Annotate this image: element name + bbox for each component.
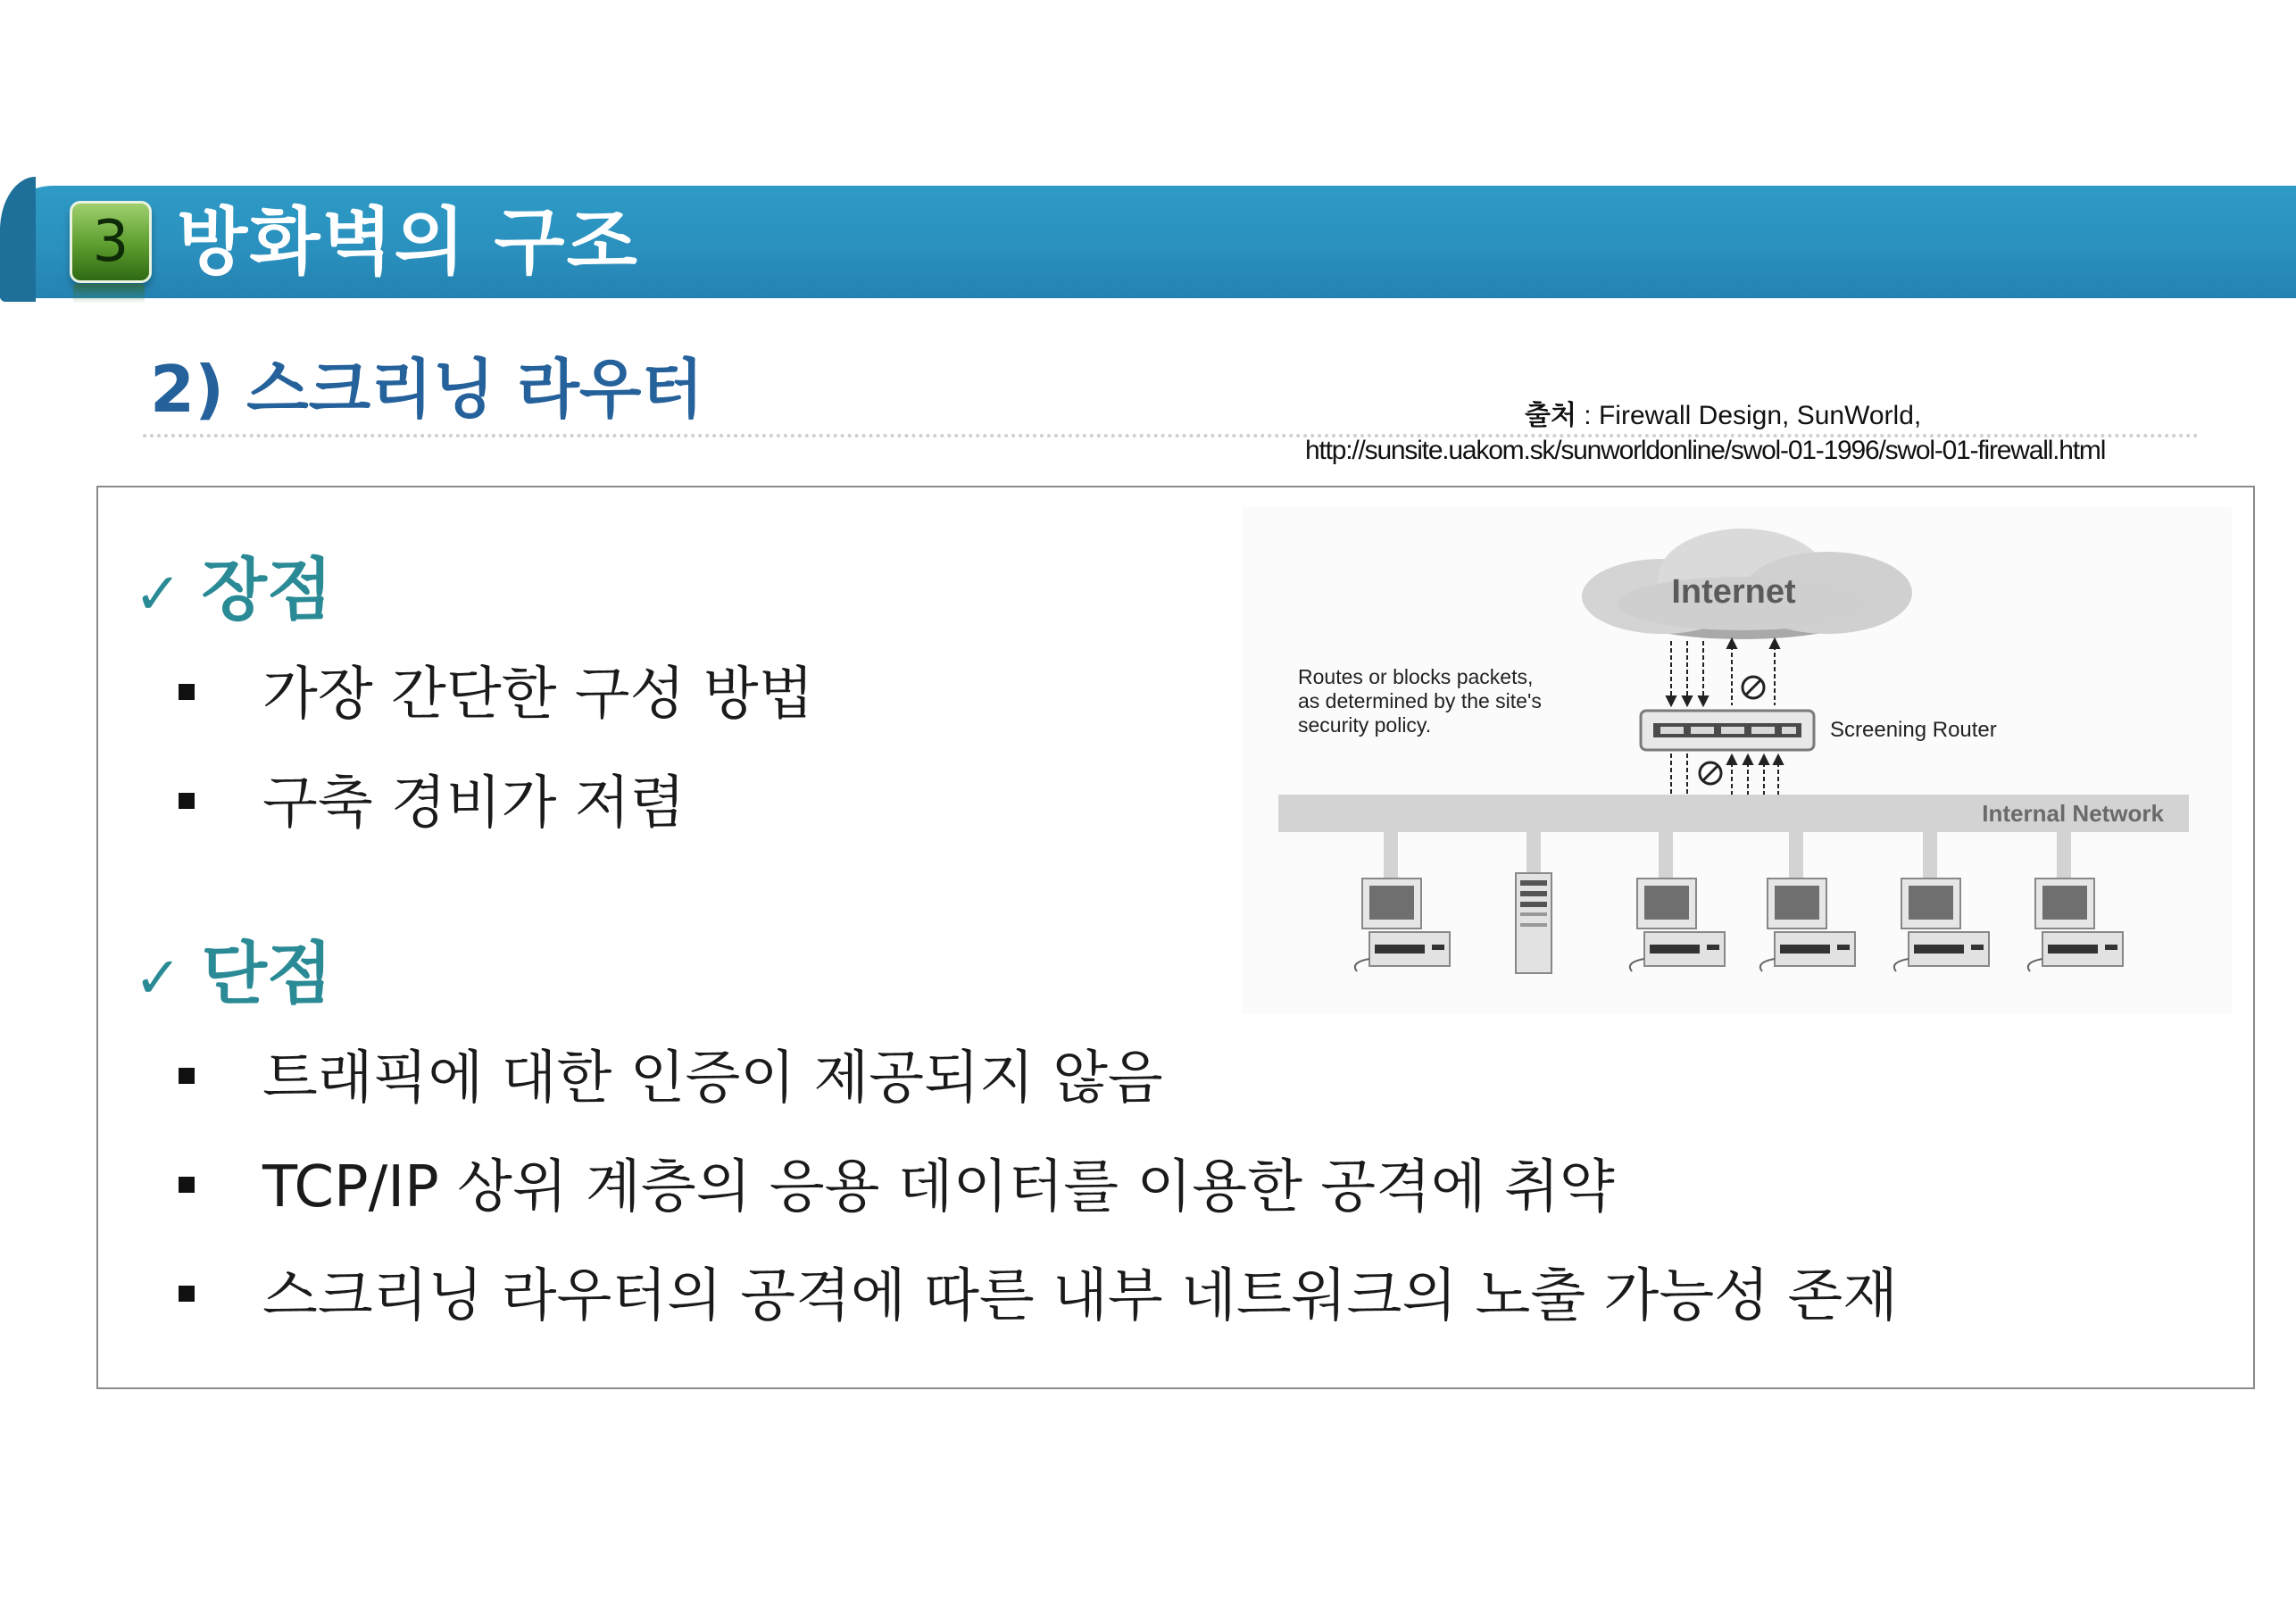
check-icon: ✓ xyxy=(134,562,182,628)
cloud-label: Internet xyxy=(1671,573,1796,611)
screening-router-diagram xyxy=(1243,507,2232,1014)
blocked-icon xyxy=(1743,677,1764,698)
section-number-badge: 3 xyxy=(70,201,152,283)
bullet-square-icon xyxy=(179,1286,195,1302)
page-subtitle: 2) 스크리닝 라우터 xyxy=(150,352,704,427)
pros-item: 구축 경비가 저렴 xyxy=(262,770,686,837)
source-url: http://sunsite.uakom.sk/sunworldonline/swol-01-1996/swol-01-firewall.html xyxy=(1305,436,2106,465)
network-label: Internal Network xyxy=(1982,800,2164,827)
cons-heading xyxy=(134,920,332,1017)
blocked-icon xyxy=(1700,762,1721,784)
pros-heading xyxy=(134,536,332,633)
cons-heading-label: 단점 xyxy=(201,934,333,1013)
bullet-square-icon xyxy=(179,684,195,700)
cons-item: 스크리닝 라우터의 공격에 따른 내부 네트워크의 노출 가능성 존재 xyxy=(262,1263,1898,1329)
note-line: Routes or blocks packets, xyxy=(1298,665,1534,688)
bullet-square-icon xyxy=(179,1177,195,1193)
pros-heading-label: 장점 xyxy=(201,550,333,629)
server-tower-icon xyxy=(1516,873,1551,973)
router-icon xyxy=(1641,711,1814,750)
note-line: as determined by the site's xyxy=(1298,689,1542,712)
check-icon: ✓ xyxy=(134,945,182,1012)
section-number-reflection xyxy=(73,284,145,304)
source-label: 출처 xyxy=(1525,401,1576,430)
note-line: security policy. xyxy=(1298,713,1432,737)
pros-item: 가장 간단한 구성 방법 xyxy=(262,662,814,728)
section-title: 방화벽의 구조 xyxy=(177,200,639,285)
source-citation xyxy=(1525,393,1921,432)
bullet-square-icon xyxy=(179,793,195,809)
cons-item: TCP/IP 상위 계층의 응용 데이터를 이용한 공격에 취약 xyxy=(262,1154,1615,1220)
bullet-square-icon xyxy=(179,1068,195,1084)
router-label: Screening Router xyxy=(1830,718,1997,742)
source-text: : Firewall Design, SunWorld, xyxy=(1576,401,1922,430)
cons-item: 트래픽에 대한 인증이 제공되지 않음 xyxy=(262,1045,1163,1112)
